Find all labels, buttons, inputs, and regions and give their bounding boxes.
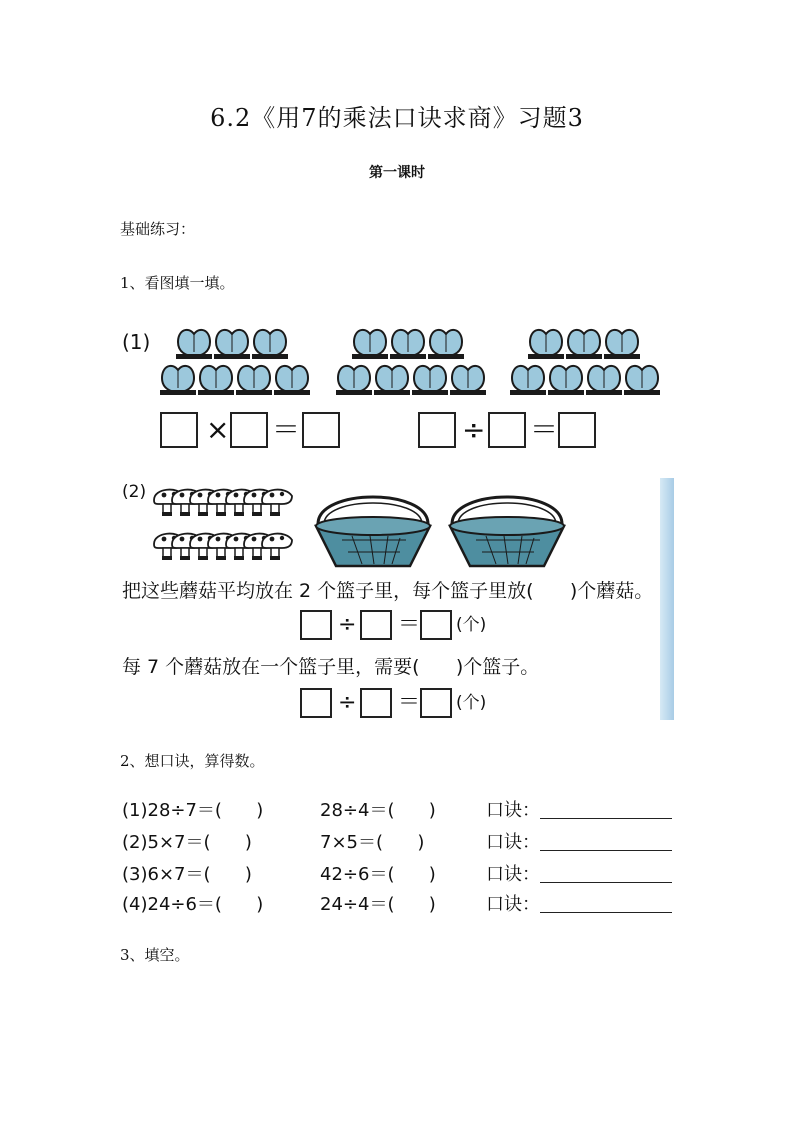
- answer-box[interactable]: [360, 610, 392, 640]
- peach-icon: [412, 366, 448, 395]
- mushroom-icon: [262, 490, 292, 516]
- answer-line[interactable]: [540, 850, 672, 851]
- peach-icon: [510, 366, 546, 395]
- mushroom-question-sentence-2: 每 7 个蘑菇放在一个篮子里，需要( )个篮子。: [122, 656, 540, 678]
- page-subtitle: 第一课时: [369, 165, 425, 181]
- section-heading-basic: 基础练习：: [120, 220, 196, 238]
- q2-row-3-left: (3)6×7＝( ): [122, 864, 252, 885]
- peach-icon: [352, 330, 388, 359]
- peach-icon: [390, 330, 426, 359]
- peach-icon: [450, 366, 486, 395]
- peach-icon: [274, 366, 310, 395]
- q2-row-1-label: 口诀：: [486, 800, 540, 821]
- question-2-heading: 2、想口诀，算得数。: [120, 752, 265, 770]
- mushroom-question-sentence-1: 把这些蘑菇平均放在 2 个篮子里，每个篮子里放( )个蘑菇。: [122, 580, 654, 602]
- q2-row-4-label: 口诀：: [486, 894, 540, 915]
- page-title: 6.2《用7的乘法口诀求商》习题3: [210, 104, 584, 132]
- answer-box[interactable]: [230, 412, 268, 448]
- q2-row-1-right: 28÷4＝( ): [320, 800, 436, 821]
- question-1-heading: 1、看图填一填。: [120, 274, 235, 292]
- q2-row-4-left: (4)24÷6＝( ): [122, 894, 264, 915]
- basket-icon: [312, 484, 434, 570]
- peach-icon: [566, 330, 602, 359]
- part-1-label: (1): [122, 330, 151, 354]
- answer-box[interactable]: [418, 412, 456, 448]
- q2-row-1-left: (1)28÷7＝( ): [122, 800, 264, 821]
- part-2-label: (2): [122, 482, 147, 502]
- peach-icon: [236, 366, 272, 395]
- peach-icon: [624, 366, 660, 395]
- answer-box[interactable]: [488, 412, 526, 448]
- q2-row-4-right: 24÷4＝( ): [320, 894, 436, 915]
- q2-row-2-left: (2)5×7＝( ): [122, 832, 252, 853]
- page-edge-strip: [660, 478, 674, 720]
- answer-line[interactable]: [540, 882, 672, 883]
- equals-sign: ＝: [398, 690, 421, 715]
- unit-label: (个): [456, 693, 487, 713]
- answer-box[interactable]: [558, 412, 596, 448]
- answer-box[interactable]: [300, 610, 332, 640]
- peach-icon: [160, 366, 196, 395]
- answer-box[interactable]: [360, 688, 392, 718]
- divide-sign: ÷: [462, 413, 486, 446]
- peach-icon: [428, 330, 464, 359]
- peach-icon: [548, 366, 584, 395]
- mushroom-icon: [262, 534, 292, 560]
- peach-icon: [198, 366, 234, 395]
- unit-label: (个): [456, 615, 487, 635]
- equals-sign: ＝: [272, 413, 301, 446]
- mushrooms-illustration: [150, 484, 300, 568]
- answer-line[interactable]: [540, 818, 672, 819]
- peach-icon: [604, 330, 640, 359]
- peach-icon: [336, 366, 372, 395]
- divide-sign: ÷: [338, 612, 357, 637]
- divide-sign: ÷: [338, 690, 357, 715]
- peach-icon: [374, 366, 410, 395]
- question-3-heading: 3、填空。: [120, 946, 190, 964]
- peach-icon: [528, 330, 564, 359]
- times-sign: ×: [206, 413, 230, 446]
- answer-line[interactable]: [540, 912, 672, 913]
- answer-box[interactable]: [420, 610, 452, 640]
- peach-icon: [252, 330, 288, 359]
- peach-icon: [214, 330, 250, 359]
- peach-icon: [176, 330, 212, 359]
- q2-row-3-right: 42÷6＝( ): [320, 864, 436, 885]
- q2-row-3-label: 口诀：: [486, 864, 540, 885]
- basket-icon: [446, 484, 568, 570]
- answer-box[interactable]: [300, 688, 332, 718]
- equals-sign: ＝: [530, 413, 559, 446]
- q2-row-2-label: 口诀：: [486, 832, 540, 853]
- q2-row-2-right: 7×5＝( ): [320, 832, 425, 853]
- answer-box[interactable]: [160, 412, 198, 448]
- answer-box[interactable]: [302, 412, 340, 448]
- equals-sign: ＝: [398, 612, 421, 637]
- peach-icon: [586, 366, 622, 395]
- answer-box[interactable]: [420, 688, 452, 718]
- peach-groups-illustration: [150, 322, 670, 402]
